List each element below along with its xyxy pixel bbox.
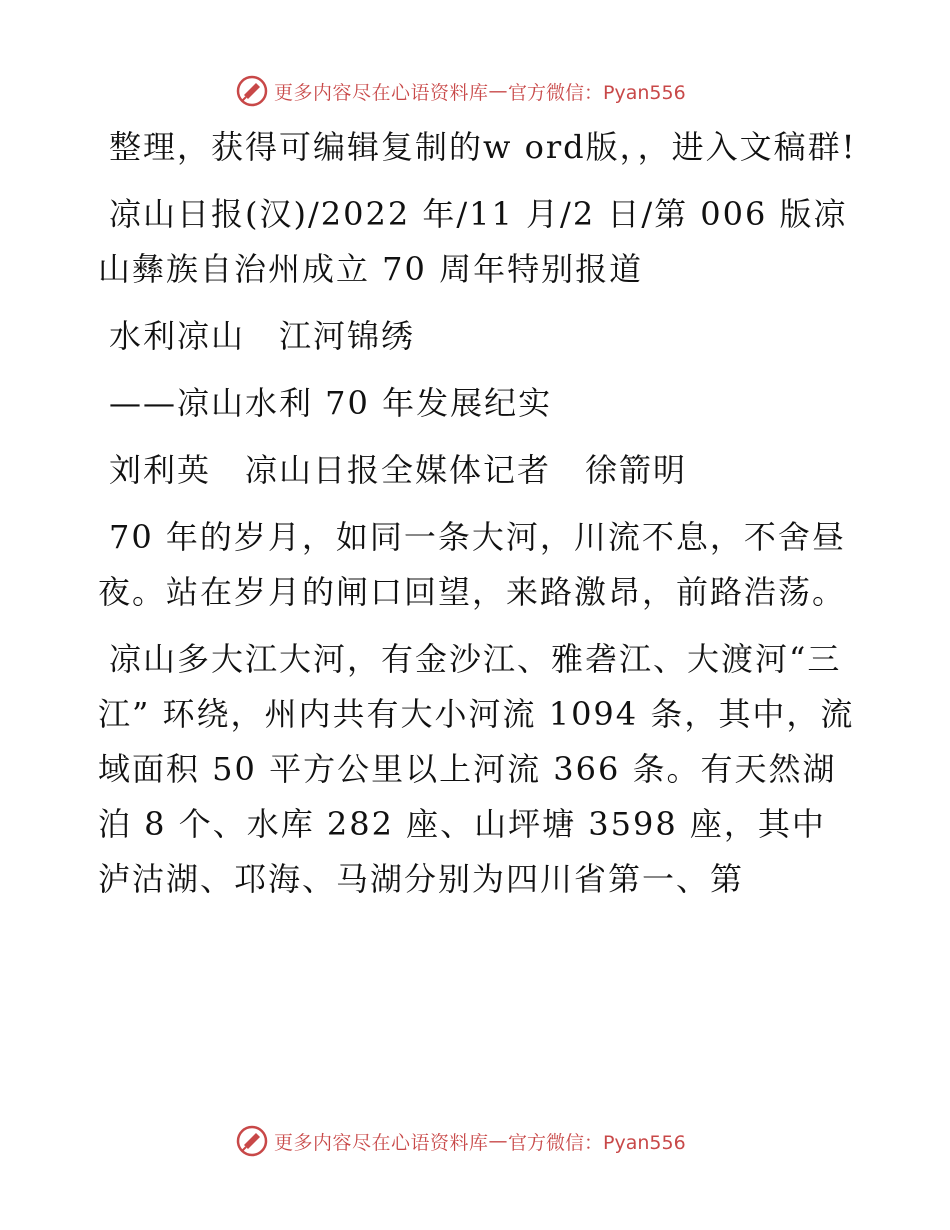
header-watermark xyxy=(236,74,686,108)
article-title xyxy=(98,309,858,364)
article-subtitle xyxy=(98,376,858,431)
source-line xyxy=(98,187,858,297)
footer-watermark xyxy=(236,1124,686,1158)
watermark-contact: 官方微信：Pyan556 xyxy=(508,1131,686,1154)
book-pen-logo-icon xyxy=(236,1125,268,1157)
paragraph-text: 凉山多大江大河，有金沙江、雅砻江、大渡河“三江” 环绕，州内共有大小河流 1094 条，其中，流域面积 50 平方公里以上河流 366 条。有天然湖泊 8 个、水库 282 座、山坪塘 3598 座，其中泸沽湖、邛海、马湖分别为四川省第一、第 xyxy=(98,640,855,898)
watermark-separator: — xyxy=(488,1130,509,1152)
paragraph-text: 水利凉山 江河锦绣 xyxy=(109,317,416,355)
paragraph-text: 整理，获得可编辑复制的w ord版，，进入文稿群! xyxy=(109,128,857,166)
watermark-slogan: 更多内容尽在心语资料库 xyxy=(274,1131,489,1154)
paragraph-text: ——凉山水利 70 年发展纪实 xyxy=(109,384,553,422)
paragraph-text: 凉山日报(汉)/2022 年/11 月/2 日/第 006 版凉山彝族自治州成立 70 周年特别报道 xyxy=(98,195,848,288)
book-pen-logo-icon xyxy=(236,75,268,107)
body-paragraph xyxy=(98,632,858,907)
document-body xyxy=(98,120,858,919)
watermark-contact: 官方微信：Pyan556 xyxy=(508,81,686,104)
byline xyxy=(98,443,858,498)
paragraph-text: 刘利英 凉山日报全媒体记者 徐箭明 xyxy=(109,451,688,489)
watermark-separator: — xyxy=(488,80,509,102)
watermark-slogan: 更多内容尽在心语资料库 xyxy=(274,81,489,104)
intro-paragraph xyxy=(98,120,858,175)
paragraph-text: 70 年的岁月，如同一条大河，川流不息，不舍昼夜。站在岁月的闸口回望，来路激昂，前路浩荡。 xyxy=(98,518,847,611)
body-paragraph xyxy=(98,510,858,620)
